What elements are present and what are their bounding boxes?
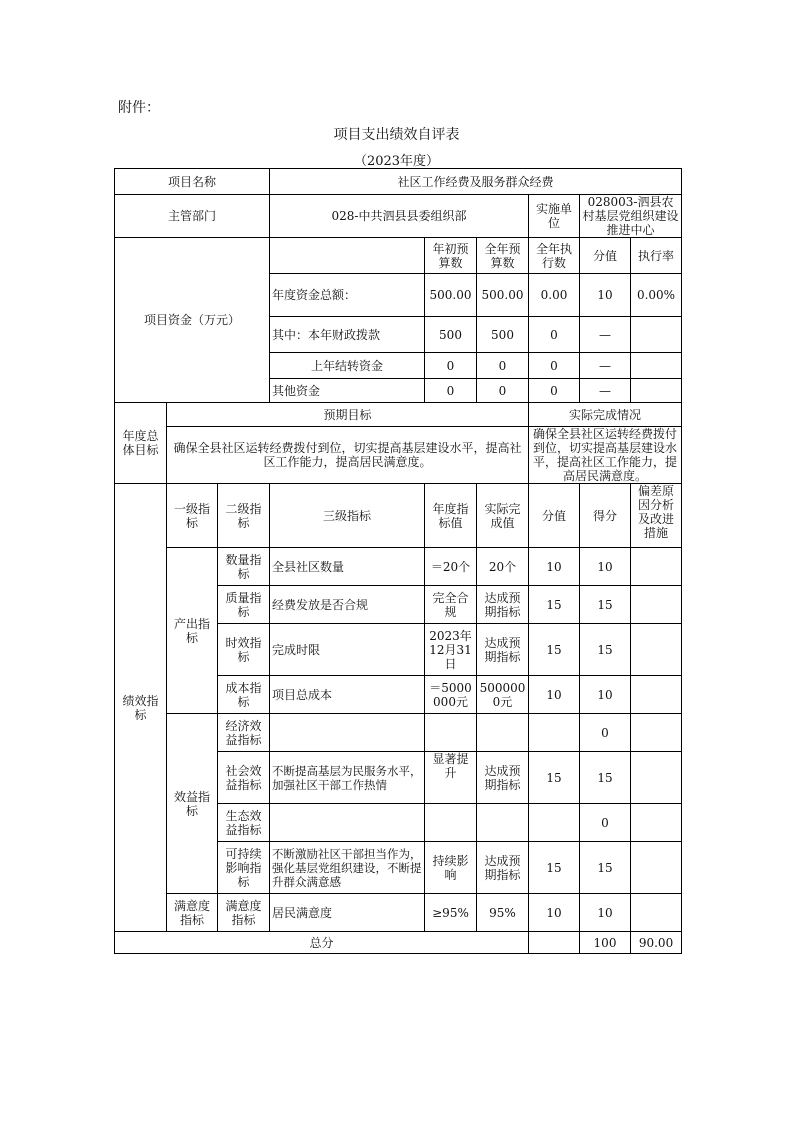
- perf-row-target: ＝5000000元: [425, 676, 477, 714]
- funds-row-label: 其他资金: [270, 379, 425, 403]
- perf-row-note: [631, 586, 682, 624]
- perf-row: [115, 548, 682, 586]
- perf-label: 绩效指标: [115, 484, 167, 932]
- funds-header-annual: 全年预算数: [477, 238, 529, 274]
- project-name-value: 社区工作经费及服务群众经费: [270, 169, 682, 195]
- perf-header-l1: 一级指标: [167, 484, 218, 548]
- funds-row-annual: 500: [477, 317, 529, 353]
- perf-row-score: 0: [580, 714, 631, 752]
- funds-row-label: 上年结转资金: [270, 353, 425, 379]
- funds-row-executed: 0.00: [529, 274, 580, 317]
- dept-row: [115, 195, 682, 238]
- perf-header-score: 得分: [580, 484, 631, 548]
- perf-header-row: [115, 484, 682, 548]
- perf-header-note: 偏差原因分析及改进措施: [631, 484, 682, 548]
- perf-row: [115, 714, 682, 752]
- perf-row-actual: 达成预期指标: [477, 624, 529, 676]
- perf-row-target: ＝20个: [425, 548, 477, 586]
- funds-row-score-value: —: [580, 379, 631, 403]
- funds-row-executed: 0: [529, 379, 580, 403]
- perf-row-value: 15: [529, 586, 580, 624]
- total-value: 100: [580, 932, 631, 954]
- perf-row-target: 完全合规: [425, 586, 477, 624]
- perf-row-note: [631, 714, 682, 752]
- perf-row-l3: 不断激励社区干部担当作为，强化基层党组织建设，不断提升群众满意感: [270, 842, 425, 894]
- perf-row-actual: 达成预期指标: [477, 752, 529, 804]
- perf-row-target: [425, 714, 477, 752]
- project-name-label: 项目名称: [115, 169, 270, 195]
- perf-row-l2: 社会效益指标: [218, 752, 270, 804]
- funds-header-row: [115, 238, 682, 274]
- total-label: 总分: [115, 932, 529, 954]
- perf-row-score: 15: [580, 842, 631, 894]
- funds-header-rate: 执行率: [631, 238, 682, 274]
- perf-row-l2: 可持续影响指标: [218, 842, 270, 894]
- perf-row-note: [631, 842, 682, 894]
- perf-row-value: 15: [529, 752, 580, 804]
- perf-row-actual: 20个: [477, 548, 529, 586]
- dept-label: 主管部门: [115, 195, 270, 238]
- funds-row-initial: 500: [425, 317, 477, 353]
- funds-row-score-value: —: [580, 317, 631, 353]
- funds-row-label: 年度资金总额：: [270, 274, 425, 317]
- funds-header-executed: 全年执行数: [529, 238, 580, 274]
- perf-row-value: 10: [529, 894, 580, 932]
- funds-header-blank: [270, 238, 425, 274]
- impl-value: 028003-泗县农村基层党组织建设推进中心: [580, 195, 682, 238]
- perf-row-note: [631, 676, 682, 714]
- perf-row-l3: [270, 714, 425, 752]
- goals-actual-text: 确保全县社区运转经费拨付到位，切实提高基层建设水平，提高社区工作能力，提高居民满意度。: [529, 427, 682, 484]
- dept-value: 028-中共泗县县委组织部: [270, 195, 529, 238]
- self-evaluation-table: [114, 168, 682, 954]
- perf-row-target: 显著提升: [425, 752, 477, 804]
- perf-row-note: [631, 752, 682, 804]
- funds-row-score-value: —: [580, 353, 631, 379]
- funds-row-annual: 500.00: [477, 274, 529, 317]
- perf-row-note: [631, 804, 682, 842]
- perf-row-actual: 5000000元: [477, 676, 529, 714]
- perf-row-target: 持续影响: [425, 842, 477, 894]
- perf-header-l3: 三级指标: [270, 484, 425, 548]
- perf-row-score: 15: [580, 586, 631, 624]
- funds-row-initial: 0: [425, 379, 477, 403]
- funds-row-rate: [631, 379, 682, 403]
- goals-actual-label: 实际完成情况: [529, 403, 682, 427]
- perf-row-l3: [270, 804, 425, 842]
- perf-header-value: 分值: [529, 484, 580, 548]
- goals-expected-label: 预期目标: [167, 403, 529, 427]
- project-name-row: [115, 169, 682, 195]
- goals-content-row: [115, 427, 682, 484]
- perf-row-note: [631, 624, 682, 676]
- funds-row-annual: 0: [477, 379, 529, 403]
- perf-row-l3: 项目总成本: [270, 676, 425, 714]
- perf-row-actual: 达成预期指标: [477, 842, 529, 894]
- perf-row-target: ≥95%: [425, 894, 477, 932]
- perf-header-l2: 二级指标: [218, 484, 270, 548]
- funds-header-initial: 年初预算数: [425, 238, 477, 274]
- perf-group-benefit: 效益指标: [167, 714, 218, 894]
- form-title: 项目支出绩效自评表: [333, 127, 460, 143]
- funds-row-initial: 500.00: [425, 274, 477, 317]
- perf-row-l2: 数量指标: [218, 548, 270, 586]
- impl-label: 实施单位: [529, 195, 580, 238]
- funds-row-rate: [631, 353, 682, 379]
- perf-row-actual: 95%: [477, 894, 529, 932]
- perf-row-note: [631, 894, 682, 932]
- perf-row-l2: 满意度指标: [218, 894, 270, 932]
- goals-label: 年度总体目标: [115, 403, 167, 484]
- funds-label: 项目资金（万元）: [115, 238, 270, 403]
- perf-row-l3: 经费发放是否合规: [270, 586, 425, 624]
- perf-row-note: [631, 548, 682, 586]
- perf-row-score: 15: [580, 752, 631, 804]
- perf-row-value: [529, 714, 580, 752]
- funds-row-annual: 0: [477, 353, 529, 379]
- form-year: （2023年度）: [353, 154, 440, 169]
- perf-row-l3: 不断提高基层为民服务水平，加强社区干部工作热情: [270, 752, 425, 804]
- perf-row: [115, 894, 682, 932]
- perf-row-target: 2023年12月31日: [425, 624, 477, 676]
- perf-group-output: 产出指标: [167, 548, 218, 714]
- funds-row-initial: 0: [425, 353, 477, 379]
- perf-row-l2: 质量指标: [218, 586, 270, 624]
- perf-row-actual: 达成预期指标: [477, 586, 529, 624]
- funds-row-rate: 0.00%: [631, 274, 682, 317]
- perf-row-l3: 完成时限: [270, 624, 425, 676]
- perf-row-score: 0: [580, 804, 631, 842]
- funds-row-executed: 0: [529, 317, 580, 353]
- funds-row-rate: [631, 317, 682, 353]
- perf-row-l2: 生态效益指标: [218, 804, 270, 842]
- perf-row-value: [529, 804, 580, 842]
- perf-row-l2: 成本指标: [218, 676, 270, 714]
- perf-row-value: 10: [529, 548, 580, 586]
- perf-row-target: [425, 804, 477, 842]
- funds-row-label: 其中：本年财政拨款: [270, 317, 425, 353]
- total-score: 90.00: [631, 932, 682, 954]
- perf-row-score: 10: [580, 548, 631, 586]
- perf-row-value: 10: [529, 676, 580, 714]
- total-blank: [529, 932, 580, 954]
- attachment-label: 附件：: [118, 100, 160, 116]
- perf-group-satisfaction: 满意度指标: [167, 894, 218, 932]
- funds-header-score-value: 分值: [580, 238, 631, 274]
- total-row: [115, 932, 682, 954]
- perf-row-value: 15: [529, 624, 580, 676]
- funds-row-score-value: 10: [580, 274, 631, 317]
- perf-row-value: 15: [529, 842, 580, 894]
- goals-header-row: [115, 403, 682, 427]
- goals-expected-text: 确保全县社区运转经费拨付到位，切实提高基层建设水平，提高社区工作能力，提高居民满意度。: [167, 427, 529, 484]
- perf-header-actual: 实际完成值: [477, 484, 529, 548]
- perf-row-l3: 全县社区数量: [270, 548, 425, 586]
- perf-row-l3: 居民满意度: [270, 894, 425, 932]
- perf-row-score: 15: [580, 624, 631, 676]
- perf-row-l2: 时效指标: [218, 624, 270, 676]
- perf-row-score: 10: [580, 676, 631, 714]
- perf-header-target: 年度指标值: [425, 484, 477, 548]
- perf-row-actual: [477, 804, 529, 842]
- perf-row-l2: 经济效益指标: [218, 714, 270, 752]
- perf-row-score: 10: [580, 894, 631, 932]
- funds-row-executed: 0: [529, 353, 580, 379]
- perf-row-actual: [477, 714, 529, 752]
